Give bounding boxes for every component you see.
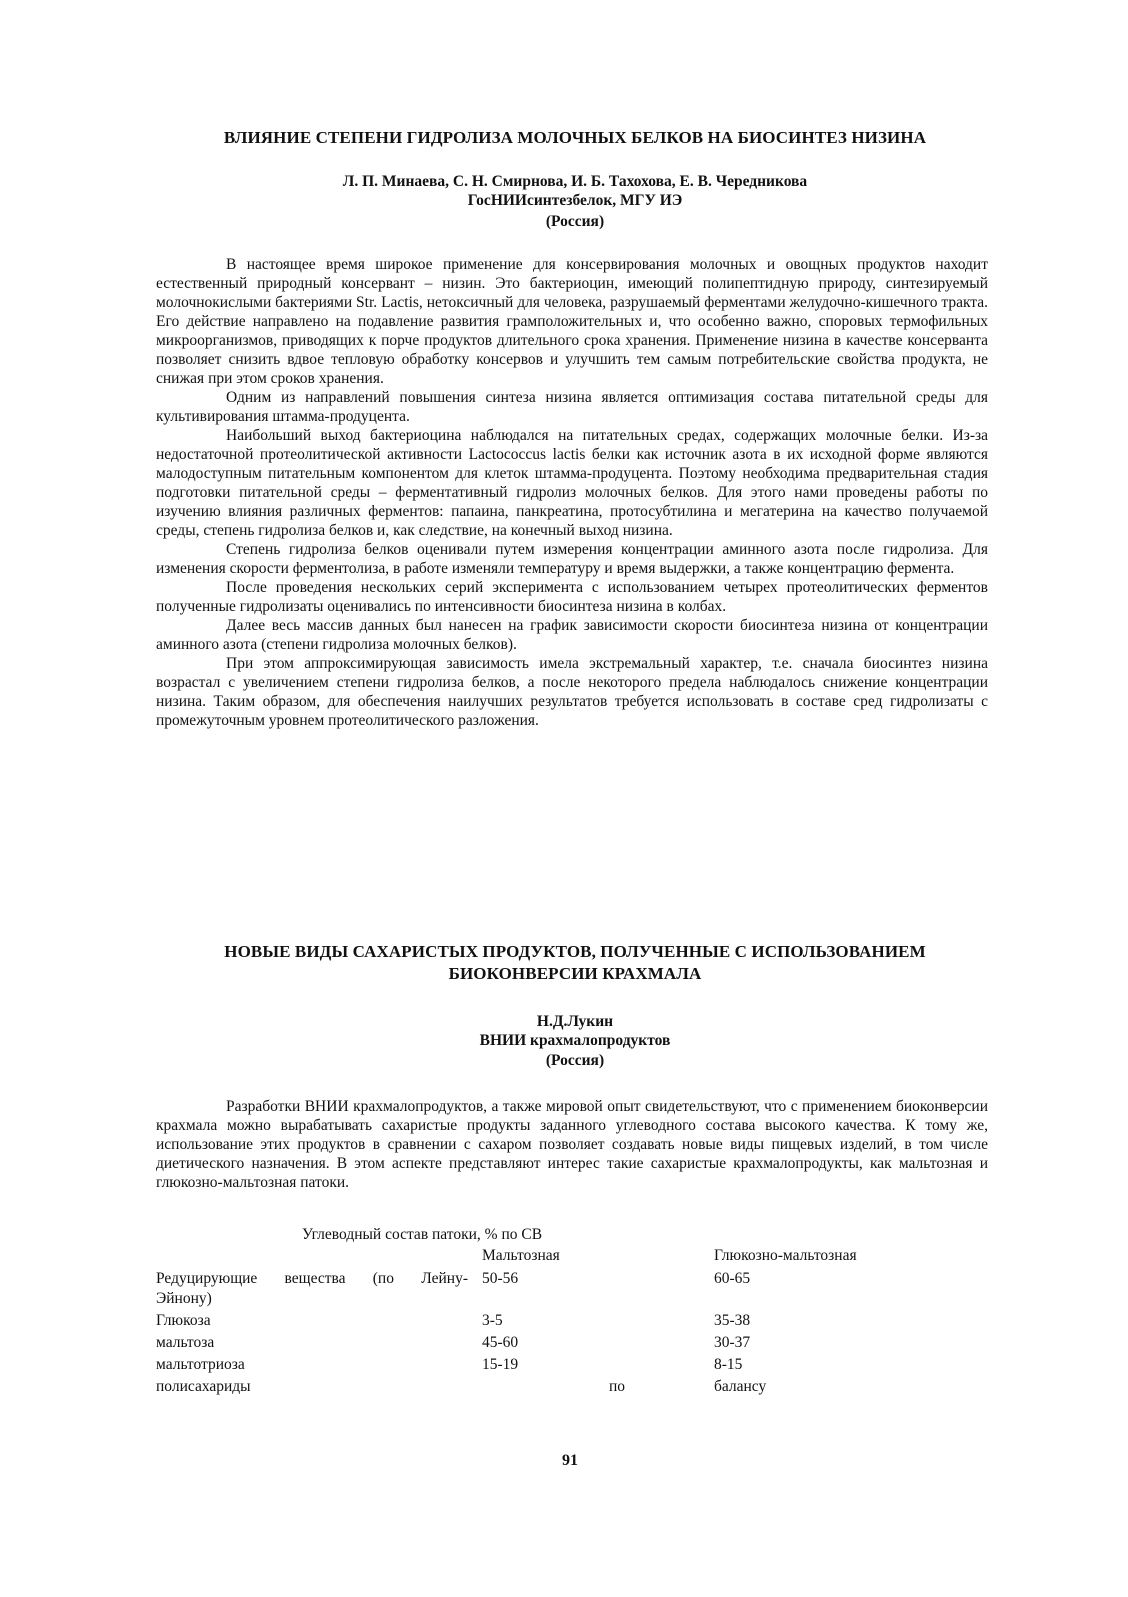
paragraph: Наибольший выход бактериоцина наблюдался на питательных средах, содержащих молочные белки. Из-за недостаточной протеолитической активности Lactococcus lactis белки как источник азота в их исходной форме являются малодоступным питательным компонентом для клеток штамма-продуцента. Поэтому необходима предварительная стадия подготовки питательной среды – ферментативный гидролиз молочных белков. Для этого нами проведены работы по изучению влияния различных ферментов: папаина, панкреатина, протосубтилина и мегатерина на качество получаемой среды, степень гидролиза белков и, как следствие, на конечный выход низина. — [156, 427, 988, 539]
table-row-label: полисахариды — [156, 1378, 251, 1395]
table-cell: 35-38 — [714, 1312, 751, 1329]
table-header-glucose-maltose: Глюкозно-мальтозная — [714, 1247, 857, 1264]
paragraph: Одним из направлений повышения синтеза низина является оптимизация состава питательной среды для культивирования штамма-продуцента. — [156, 389, 988, 425]
table-row-label: Глюкоза — [156, 1312, 211, 1329]
table-row-label-cont: Эйнону) — [156, 1290, 212, 1307]
paragraph: Далее весь массив данных был нанесен на график зависимости скорости биосинтеза низина от концентрации аминного азота (степени гидролиза молочных белков). — [156, 617, 988, 653]
table-cell: балансу — [714, 1378, 767, 1395]
page-number: 91 — [562, 1452, 578, 1469]
table-header-maltose: Мальтозная — [482, 1247, 560, 1264]
table-caption: Углеводный состав патоки, % по СВ — [302, 1226, 543, 1243]
paragraph: При этом аппроксимирующая зависимость имела экстремальный характер, т.е. сначала биосинтез низина возрастал с увеличением степени гидролиза белков, а после некоторого предела наблюдалось снижение концентрации низина. Таким образом, для обеспечения наилучших результатов требуется использовать в составе сред гидролизаты с промежуточным уровнем протеолитического разложения. — [156, 655, 988, 729]
paragraph: Степень гидролиза белков оценивали путем измерения концентрации аминного азота после гидролиза. Для изменения скорости ферментолиза, в работе изменяли температуру и время выдержки, а также концентрацию фермента. — [156, 541, 988, 577]
article1-authors: Л. П. Минаева, С. Н. Смирнова, И. Б. Тахохова, Е. В. Чередникова — [342, 173, 808, 190]
table-cell: 3-5 — [482, 1312, 503, 1329]
table-cell: по — [609, 1378, 626, 1395]
article2-affiliation: ВНИИ крахмалопродуктов — [479, 1032, 671, 1049]
table-cell: 30-37 — [714, 1334, 751, 1351]
table-cell: 50-56 — [482, 1270, 519, 1287]
article1-affiliation: ГосНИИсинтезбелок, МГУ ИЭ — [467, 192, 683, 209]
article2-country: (Россия) — [545, 1052, 605, 1069]
article2-title-line1: НОВЫЕ ВИДЫ САХАРИСТЫХ ПРОДУКТОВ, ПОЛУЧЕННЫЕ С ИСПОЛЬЗОВАНИЕМ — [224, 942, 926, 961]
article2-author: Н.Д.Лукин — [536, 1013, 614, 1030]
article2-title-line2: БИОКОНВЕРСИИ КРАХМАЛА — [448, 964, 702, 983]
article1-title: ВЛИЯНИЕ СТЕПЕНИ ГИДРОЛИЗА МОЛОЧНЫХ БЕЛКОВ НА БИОСИНТЕЗ НИЗИНА — [223, 128, 927, 147]
paragraph: После проведения нескольких серий эксперимента с использованием четырех протеолитических ферментов полученные гидролизаты оценивались по интенсивности биосинтеза низина в колбах. — [156, 579, 988, 615]
article1-body — [156, 255, 988, 730]
table-row-label: Редуцирующие вещества (по Лейну- — [156, 1270, 468, 1287]
table-cell: 15-19 — [482, 1356, 519, 1373]
table-cell: 60-65 — [714, 1270, 751, 1287]
table-row-label: мальтоза — [156, 1334, 215, 1351]
paragraph: Разработки ВНИИ крахмалопродуктов, а также мировой опыт свидетельствуют, что с применением биоконверсии крахмала можно вырабатывать сахаристые продукты заданного углеводного состава высокого качества. К тому же, использование этих продуктов в сравнении с сахаром позволяет создавать новые виды пищевых изделий, в том числе диетического назначения. В этом аспекте представляют интерес такие сахаристые крахмалопродукты, как мальтозная и глюкозно-мальтозная патоки. — [156, 1098, 988, 1191]
article2-body — [156, 1097, 988, 1192]
table-row-label: мальтотриоза — [156, 1356, 245, 1373]
article1-country: (Россия) — [545, 213, 605, 230]
table-cell: 8-15 — [714, 1356, 743, 1373]
table-cell: 45-60 — [482, 1334, 519, 1351]
paragraph: В настоящее время широкое применение для консервирования молочных и овощных продуктов находит естественный природный консервант – низин. Это бактериоцин, имеющий полипептидную природу, синтезируемый молочнокислыми бактериями Str. Lactis, нетоксичный для человека, разрушаемый ферментами желудочно-кишечного тракта. Его действие направлено на подавление развития грамположительных и, что особенно важно, споровых термофильных микроорганизмов, приводящих к порче продуктов длительного срока хранения. Применение низина в качестве консерванта позволяет снизить вдвое тепловую обработку консервов и улучшить тем самым потребительские свойства продукта, не снижая при этом сроков хранения. — [156, 256, 988, 387]
